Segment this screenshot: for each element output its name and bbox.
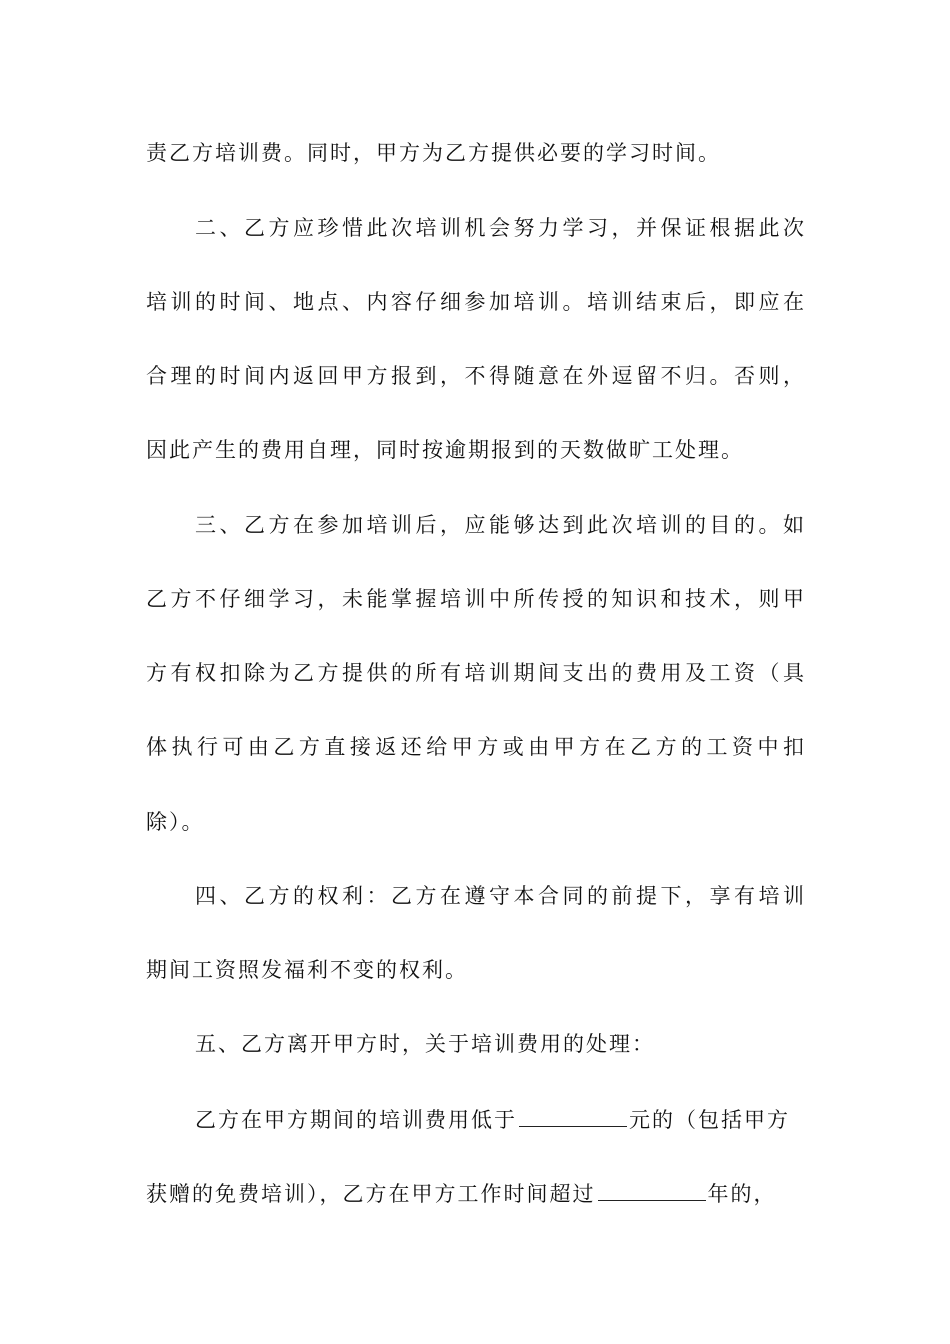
paragraph-line-5: 因此产生的费用自理，同时按逾期报到的天数做旷工处理。: [146, 438, 744, 462]
line-14-text-after: 元的（包括甲方: [629, 1108, 790, 1132]
paragraph-line-7: 乙方不仔细学习，未能掌握培训中所传授的知识和技术，则甲: [146, 587, 806, 611]
paragraph-line-2: 二、乙方应珍惜此次培训机会努力学习，并保证根据此次: [195, 216, 806, 240]
line-15-text-after: 年的，: [707, 1182, 777, 1206]
paragraph-line-4: 合理的时间内返回甲方报到，不得随意在外逗留不归。否则，: [146, 364, 806, 388]
paragraph-line-9: 体执行可由乙方直接返还给甲方或由甲方在乙方的工资中扣: [146, 735, 806, 759]
paragraph-line-10: 除）。: [146, 810, 205, 834]
paragraph-line-13: 五、乙方离开甲方时，关于培训费用的处理：: [195, 1032, 655, 1056]
paragraph-line-11: 四、乙方的权利：乙方在遵守本合同的前提下，享有培训: [195, 884, 806, 908]
years-blank-field[interactable]: [598, 1178, 706, 1201]
paragraph-line-8: 方有权扣除为乙方提供的所有培训期间支出的费用及工资（具: [146, 661, 806, 685]
paragraph-line-3: 培训的时间、地点、内容仔细参加培训。培训结束后，即应在: [146, 290, 806, 314]
line-14-text-before: 乙方在甲方期间的培训费用低于: [195, 1108, 517, 1132]
amount-blank-field[interactable]: [519, 1104, 627, 1127]
paragraph-line-6: 三、乙方在参加培训后，应能够达到此次培训的目的。如: [195, 513, 806, 537]
paragraph-line-15: [146, 1178, 806, 1209]
paragraph-line-14: [195, 1104, 806, 1135]
line-15-text-before: 获赠的免费培训），乙方在甲方工作时间超过: [146, 1182, 596, 1206]
paragraph-line-1: 责乙方培训费。同时，甲方为乙方提供必要的学习时间。: [146, 141, 721, 165]
paragraph-line-12: 期间工资照发福利不变的权利。: [146, 958, 468, 982]
